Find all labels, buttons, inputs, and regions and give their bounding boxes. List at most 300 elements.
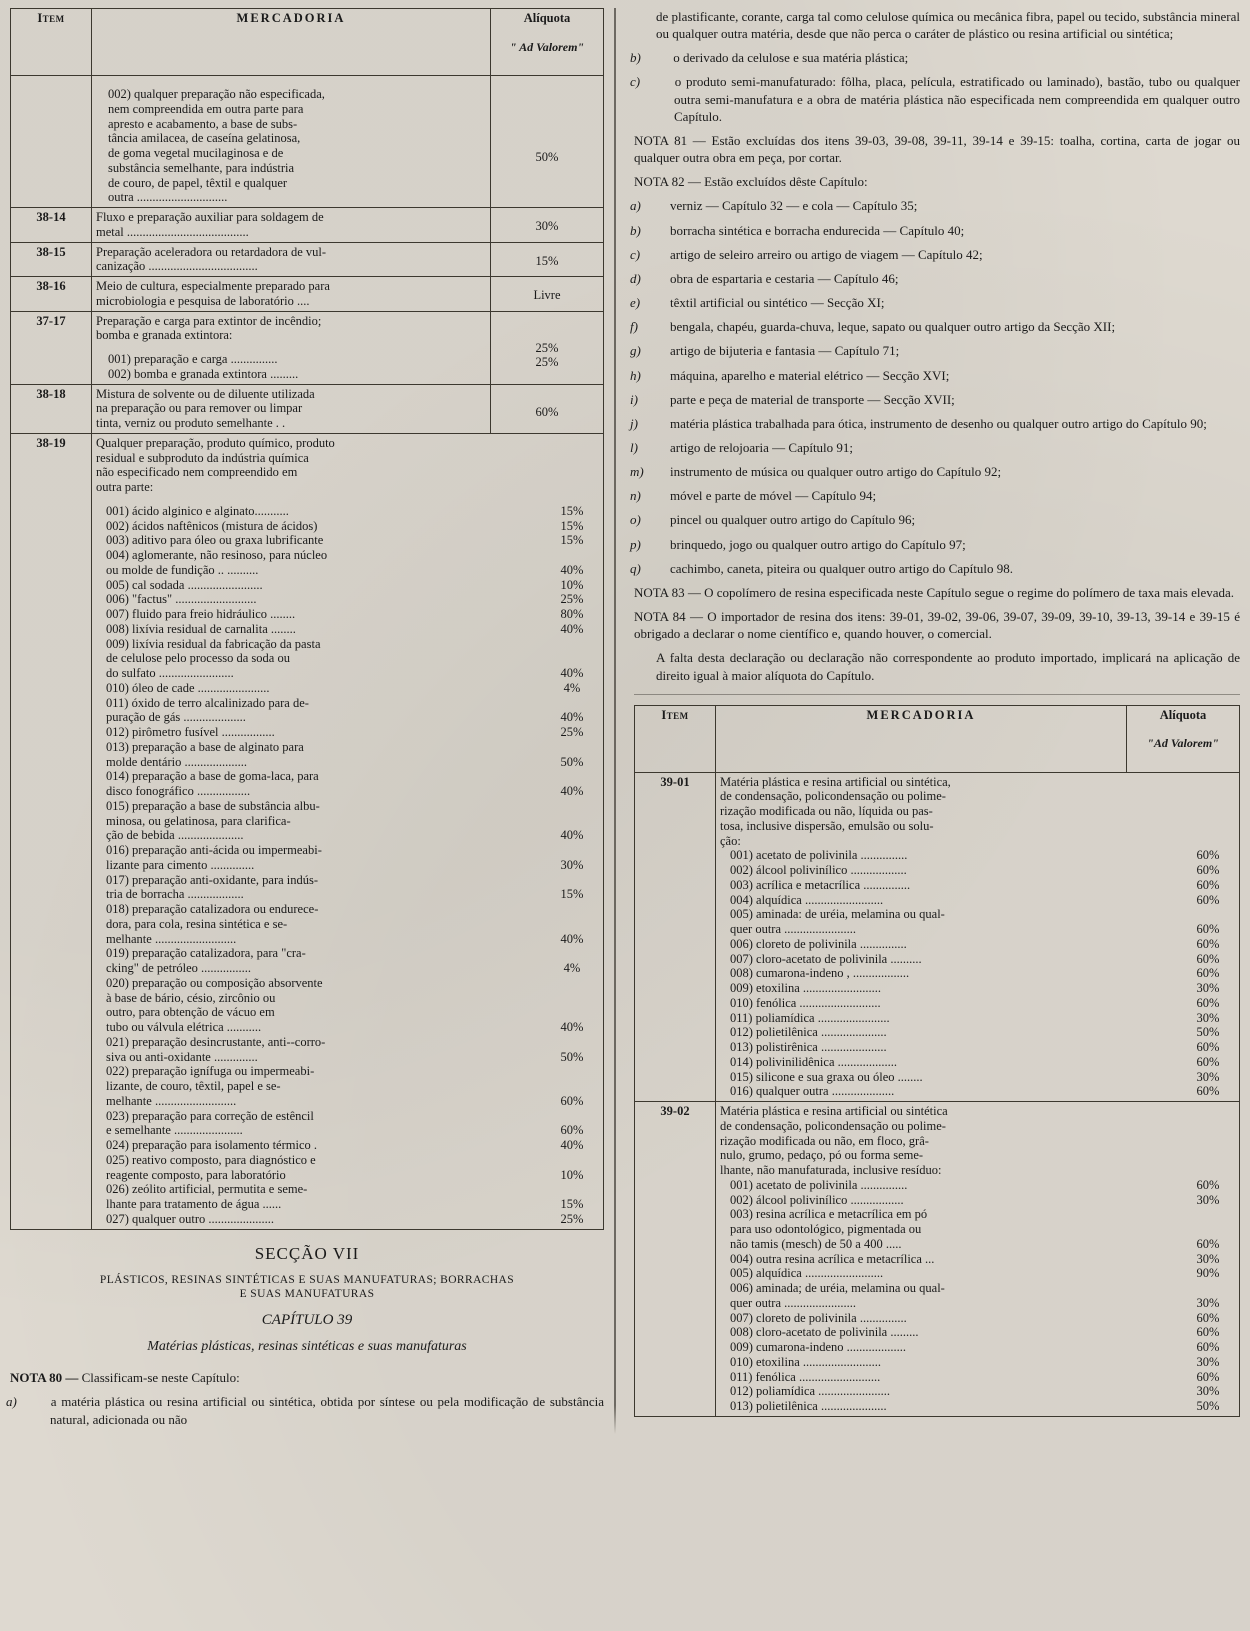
subitem-row	[96, 799, 603, 814]
subitem-text: 026) zeólito artificial, permutita e seme-	[106, 1182, 308, 1197]
subitem-aliquota	[541, 769, 603, 784]
aliquota-value: Livre	[533, 288, 561, 302]
item-marker: c)	[630, 246, 641, 262]
subitem-text: 006) cloreto de polivinila ...............	[730, 936, 907, 951]
subitem-row	[720, 1399, 1239, 1414]
subitem-row	[720, 937, 1239, 952]
nota-80-paragraph	[10, 1369, 604, 1387]
item-marker: j)	[630, 415, 638, 431]
table-row	[635, 772, 1240, 1102]
item-text: máquina, aparelho e material elétrico — Secção XVI;	[670, 367, 950, 383]
subitem-text: do sulfato ........................	[106, 666, 234, 680]
item-text: artigo de seleiro arreiro ou artigo de viagem — Capítulo 42;	[670, 246, 983, 262]
subitem-text: 008) lixívia residual de carnalita ........	[106, 621, 296, 636]
subitem-aliquota: 15%	[560, 518, 584, 533]
item-marker: g)	[630, 343, 641, 359]
section-heading-block	[10, 1244, 604, 1355]
subitem-row	[720, 1084, 1239, 1099]
subitem-aliquota: 60%	[1196, 1325, 1220, 1340]
line: residual e subproduto da indústria química	[96, 450, 309, 465]
item-marker: h)	[630, 367, 641, 383]
subitem-aliquota: 60%	[1196, 951, 1220, 966]
subitem-aliquota	[1177, 1207, 1239, 1222]
row-item: 39-01	[635, 772, 716, 1102]
subitem-row	[720, 1370, 1239, 1385]
aliquota-value: 50%	[535, 150, 559, 164]
subitem-row	[96, 519, 603, 534]
subitem-row	[96, 1138, 603, 1153]
subitem-aliquota: 25%	[560, 592, 584, 607]
subitem-row	[720, 1355, 1239, 1370]
subitem-text: ção de bebida .....................	[106, 828, 244, 843]
subitem-row	[720, 878, 1239, 893]
subitem-aliquota: 60%	[1196, 1177, 1220, 1192]
subitem-aliquota	[541, 1064, 603, 1079]
subitem-aliquota: 60%	[560, 1093, 584, 1108]
subitem-aliquota: 15%	[560, 533, 584, 548]
subitem-aliquota	[541, 1035, 603, 1050]
row-item: 38-19	[11, 433, 92, 1229]
row-aliquota	[491, 311, 604, 384]
subitem-text: 009) lixívia residual da fabricação da pasta	[106, 636, 321, 651]
item-marker: b)	[630, 50, 641, 66]
row-aliquota	[491, 242, 604, 277]
subitem-aliquota: 40%	[560, 666, 584, 680]
subitem-text: 008) cumarona-indeno , ..................	[730, 966, 910, 981]
subitem-row	[720, 981, 1239, 996]
subitem-text: 004) outra resina acrílica e metacrílica ...	[730, 1251, 935, 1266]
table-row	[11, 242, 604, 277]
subitem-aliquota: 60%	[1196, 892, 1220, 907]
subitem-row	[96, 1035, 603, 1050]
subitem-text: 011) fenólica ..........................	[730, 1369, 881, 1384]
subitem-row	[720, 1340, 1239, 1355]
subitem-text: 004) aglomerante, não resinoso, para núcleo	[106, 548, 328, 562]
subitem-aliquota: 60%	[1196, 1054, 1220, 1069]
subitem-text: 007) fluido para freio hidráulico ........	[106, 607, 296, 621]
section-subtitle-1: PLÁSTICOS, RESINAS SINTÉTICAS E SUAS MANUFATURAS; BORRACHAS	[99, 1273, 515, 1286]
subitem-text: 020) preparação ou composição absorvente	[106, 975, 323, 990]
nota-82-item	[630, 318, 1240, 335]
subitem-aliquota: 60%	[1196, 848, 1220, 863]
subitem-aliquota: 10%	[560, 1167, 584, 1182]
subitem-row	[96, 887, 603, 902]
subitem-aliquota	[541, 976, 603, 991]
subitem-aliquota	[1177, 1281, 1239, 1296]
item-text: obra de espartaria e cestaria — Capítulo 46;	[670, 270, 899, 286]
line: ção:	[720, 833, 741, 848]
subitem-text: 005) aminada: de uréia, melamina ou qual-	[730, 907, 945, 922]
subitem-aliquota: 4%	[563, 680, 581, 695]
line: de couro, de papel, têxtil e qualquer	[108, 175, 288, 190]
nota-82-item	[630, 342, 1240, 359]
nota-80-item-a	[6, 1393, 605, 1428]
subitem-aliquota: 60%	[1196, 1369, 1220, 1384]
subitem-row	[96, 1168, 603, 1183]
subitem-text: molde dentário ....................	[106, 754, 247, 769]
subitem-aliquota: 60%	[1196, 995, 1220, 1010]
subitem-text: 024) preparação para isolamento térmico .	[106, 1138, 318, 1152]
subitem-aliquota: 15%	[560, 887, 584, 902]
nota-82-item	[630, 415, 1240, 432]
subitem-text: tubo ou válvula elétrica ...........	[106, 1020, 262, 1034]
nota-82-item	[630, 246, 1240, 263]
nota-84-text: O importador de resina dos itens: 39-01, 39-02, 39-06, 39-07, 39-09, 39-10, 39-13, 39-14 e 39-15 é obrigado a declarar o nome científico e, quando houver, o comercial.	[634, 609, 1241, 642]
nota-82-item	[630, 391, 1240, 408]
nota-82-item	[630, 439, 1240, 456]
line: Matéria plástica e resina artificial ou sintética,	[720, 774, 951, 789]
subitem: 001) preparação e carga ...............	[108, 352, 278, 366]
subitem-row	[720, 1252, 1239, 1267]
header-mercadoria: MERCADORIA	[716, 705, 1127, 772]
subitem-text: quer outra .......................	[730, 922, 857, 937]
aliquota-value: 25%	[535, 355, 559, 370]
line: microbiologia e pesquisa de laboratório ....	[96, 293, 310, 308]
subitem-text: 009) etoxilina .........................	[730, 981, 882, 996]
subitem-aliquota: 60%	[1196, 1084, 1220, 1099]
nota-82-list	[630, 197, 1240, 577]
subitem-text: 011) óxido de terro alcalinizado para de-	[106, 695, 309, 710]
nota-82-item	[630, 222, 1240, 239]
subitem-row	[96, 769, 603, 784]
line: rização modificada ou não, líquida ou pas-	[720, 804, 933, 819]
row-mercadoria	[92, 242, 491, 277]
subitem-aliquota	[1177, 1222, 1239, 1237]
nota-80-text: Classificam-se neste Capítulo:	[81, 1369, 240, 1385]
line: outra .............................	[108, 190, 228, 205]
subitem-aliquota	[541, 799, 603, 814]
nota-81-tag: NOTA 81 —	[634, 132, 706, 148]
subitem-text: 015) silicone e sua graxa ou óleo ........	[730, 1069, 923, 1084]
chapter-title: CAPÍTULO 39	[261, 1311, 353, 1328]
subitem-aliquota	[1177, 907, 1239, 922]
subitem-text: 006) aminada; de uréia, melamina ou qual-	[730, 1281, 945, 1296]
item-text: artigo de relojoaria — Capítulo 91;	[670, 439, 854, 455]
item-marker: m)	[630, 464, 644, 480]
subitem-text: 013) polietilênica .....................	[730, 1399, 887, 1414]
subitem-aliquota	[541, 991, 603, 1006]
line: nem compreendida em outra parte para	[108, 101, 304, 116]
line: substância semelhante, para indústria	[108, 160, 295, 175]
line: nulo, grumo, pedaço, pó ou forma seme-	[720, 1148, 924, 1163]
nota-84	[634, 608, 1240, 642]
subitem-text: melhante ..........................	[106, 931, 237, 946]
subitem-row	[720, 1281, 1239, 1296]
item-text: parte e peça de material de transporte — Secção XVII;	[670, 391, 955, 407]
nota-80-block	[6, 1369, 605, 1429]
subitem-text: 002) ácidos naftênicos (mistura de ácidos)	[106, 518, 318, 533]
subitem-row	[96, 917, 603, 932]
nota-82-text: Estão excluídos dêste Capítulo:	[704, 174, 868, 190]
subitem-text: 012) poliamídica .......................	[730, 1384, 891, 1399]
subitem-row	[720, 1222, 1239, 1237]
subitem-row	[720, 1384, 1239, 1399]
subitem-text: 014) preparação a base de goma-laca, para	[106, 769, 319, 784]
line: Qualquer preparação, produto químico, produto	[96, 435, 335, 450]
subitem-aliquota: 15%	[560, 503, 584, 518]
item-marker: n)	[630, 488, 641, 504]
subitem-text: lhante para tratamento de água ......	[106, 1197, 282, 1211]
subitem-text: 010) etoxilina .........................	[730, 1354, 882, 1369]
continuation-paragraph: de plastificante, corante, carga tal como celulose química ou mecânica fibra, papel ou tecido, substância mineral ou qualquer outra matéria, desde que não perca o caráter de plástico ou resina artificial ou sintética;	[656, 9, 1240, 42]
subitem-row	[96, 873, 603, 888]
subitem-text: 005) alquídica .........................	[730, 1266, 884, 1281]
subitem-aliquota	[541, 946, 603, 961]
subitem-text: 025) reativo composto, para diagnóstico e	[106, 1152, 316, 1167]
subitem-row	[720, 907, 1239, 922]
subitem-text: 009) cumarona-indeno ...................	[730, 1340, 907, 1355]
subitem-row	[96, 563, 603, 578]
line: rização modificada ou não, em floco, grâ-	[720, 1133, 929, 1148]
subitem-text: outro, para obtenção de vácuo em	[106, 1005, 275, 1020]
row-aliquota	[491, 76, 604, 208]
subitem-aliquota: 40%	[560, 828, 584, 843]
row-item: 38-16	[11, 277, 92, 312]
subitem-row	[96, 1212, 603, 1227]
subitem-aliquota: 30%	[560, 857, 584, 872]
subitem-text: e semelhante ......................	[106, 1123, 243, 1138]
row-aliquota	[491, 384, 604, 433]
subitem-text: 014) polivinilidênica ...................	[730, 1054, 897, 1069]
subitem-row	[96, 946, 603, 961]
subitem-row	[96, 814, 603, 829]
row-item: 38-18	[11, 384, 92, 433]
subitem-aliquota: 60%	[1196, 1340, 1220, 1355]
subitem-row	[720, 1040, 1239, 1055]
subitem-row	[96, 932, 603, 947]
subitem-text: 011) poliamídica .......................	[730, 1010, 890, 1025]
nota-83-text: O copolímero de resina especificada neste Capítulo segue o regime do polímero de taxa mais elevada.	[704, 584, 1235, 600]
item-text: matéria plástica trabalhada para ótica, instrumento de desenho ou qualquer outro artigo do Capítulo 90;	[670, 415, 1207, 431]
header-aliquota	[1127, 705, 1240, 772]
subitem-text: 016) preparação anti-ácida ou impermeabi-	[106, 843, 322, 857]
aliquota-value: 15%	[535, 253, 559, 268]
nota-82	[634, 173, 1240, 190]
subitem-text: 003) acrílica e metacrílica ...............	[730, 877, 911, 892]
subitem-text: disco fonográfico .................	[106, 784, 251, 798]
header-aliquota-line1: Alíquota	[1159, 707, 1207, 722]
subitem-text: 012) polietilênica .....................	[730, 1025, 887, 1040]
row-item	[11, 76, 92, 208]
subitem-text: 023) preparação para correção de estêncil	[106, 1108, 314, 1123]
item-marker: a)	[630, 198, 641, 214]
subitem-aliquota: 60%	[1196, 922, 1220, 937]
subitem-row	[720, 952, 1239, 967]
subitem-text: 001) acetato de polivinila ...............	[730, 1177, 908, 1192]
subitem-row	[96, 622, 603, 637]
subitem-aliquota: 50%	[1196, 1025, 1220, 1040]
subitem-aliquota: 60%	[1196, 936, 1220, 951]
item-marker: a)	[6, 1394, 17, 1410]
subitem-row	[720, 996, 1239, 1011]
item-text: bengala, chapéu, guarda-chuva, leque, sapato ou qualquer outro artigo da Secção XII;	[670, 319, 1116, 335]
subitem-aliquota: 50%	[1196, 1399, 1220, 1414]
subitem-row	[96, 1079, 603, 1094]
line: outra parte:	[96, 480, 154, 494]
tariff-table-right	[634, 705, 1240, 1417]
subitem-aliquota: 40%	[560, 710, 584, 725]
table-header-row	[635, 705, 1240, 772]
nota-82-item	[630, 367, 1240, 384]
subitem-aliquota	[541, 814, 603, 829]
item-text: verniz — Capítulo 32 — e cola — Capítulo 35;	[670, 198, 918, 214]
subitem-list	[96, 504, 603, 1227]
item-marker: c)	[630, 74, 641, 90]
line: bomba e granada extintora:	[96, 328, 233, 343]
subitem-row	[96, 843, 603, 858]
subitem-row	[720, 1055, 1239, 1070]
subitem-row	[720, 863, 1239, 878]
subitem-row	[96, 755, 603, 770]
nota-82-item	[630, 294, 1240, 311]
subitem-aliquota	[541, 696, 603, 711]
header-aliquota	[491, 9, 604, 76]
nota-82-item	[630, 487, 1240, 504]
subitem-row	[96, 533, 603, 548]
two-column-layout	[6, 8, 1241, 1434]
subitem-aliquota: 60%	[1196, 877, 1220, 892]
item-marker: d)	[630, 270, 641, 286]
row-aliquota	[491, 277, 604, 312]
rule-divider	[634, 694, 1240, 695]
subitem-text: ou molde de fundição .. ..........	[106, 562, 259, 577]
subitem-aliquota: 30%	[1196, 1384, 1220, 1399]
aliquota-value: 60%	[535, 404, 559, 419]
item-text: têxtil artificial ou sintético — Secção XI;	[670, 295, 885, 311]
subitem-row	[96, 961, 603, 976]
section-title: SECÇÃO VII	[254, 1243, 360, 1263]
subitem-row	[96, 1005, 603, 1020]
row-mercadoria	[716, 772, 1240, 1102]
line: Preparação aceleradora ou retardadora de vul-	[96, 244, 327, 259]
row-mercadoria	[92, 76, 491, 208]
table-header-row	[11, 9, 604, 76]
subitem-aliquota: 60%	[1196, 863, 1220, 878]
subitem-row	[96, 1182, 603, 1197]
subitem-text: 013) polistirênica .....................	[730, 1040, 887, 1055]
subitem-row	[720, 1311, 1239, 1326]
header-mercadoria: MERCADORIA	[92, 9, 491, 76]
subitem-text: melhante ..........................	[106, 1093, 237, 1108]
subitem-aliquota: 40%	[560, 1020, 584, 1034]
item-text: artigo de bijuteria e fantasia — Capítulo 71;	[670, 343, 900, 359]
subitem-row	[96, 976, 603, 991]
right-table-wrapper	[634, 705, 1240, 1417]
item-text: móvel e parte de móvel — Capítulo 94;	[670, 488, 877, 504]
subitem-row	[96, 725, 603, 740]
item-text: a matéria plástica ou resina artificial ou sintética, obtida por síntese ou pela modificação de substância natural, adicionada ou não	[50, 1394, 605, 1427]
subitem-text: reagente composto, para laboratório	[106, 1167, 286, 1182]
subitem-row	[96, 1153, 603, 1168]
item-text: borracha sintética e borracha endurecida — Capítulo 40;	[670, 222, 965, 238]
subitem-aliquota: 60%	[560, 1123, 584, 1138]
subitem-aliquota	[541, 740, 603, 755]
subitem-text: minosa, ou gelatinosa, para clarifica-	[106, 813, 291, 828]
nota-83-tag: NOTA 83 —	[634, 584, 701, 600]
subitem-aliquota: 50%	[560, 754, 584, 769]
subitem-row	[96, 1050, 603, 1065]
subitem-row	[96, 828, 603, 843]
subitem-text: 021) preparação desincrustante, anti--corro-	[106, 1034, 326, 1049]
item-marker: l)	[630, 439, 638, 455]
subitem-text: 017) preparação anti-oxidante, para indús-	[106, 872, 319, 887]
subitem-row	[96, 696, 603, 711]
line: de condensação, policondensação ou polime-	[720, 1118, 946, 1133]
line: não especificado nem compreendido em	[96, 465, 298, 480]
row-mercadoria	[92, 208, 491, 243]
subitem-row	[96, 1064, 603, 1079]
line: tância amilacea, de caseína gelatinosa,	[108, 131, 301, 146]
subitem-text: tria de borracha ..................	[106, 887, 244, 902]
subitem-aliquota: 15%	[560, 1197, 584, 1211]
line: na preparação ou para remover ou limpar	[96, 401, 303, 416]
line: Meio de cultura, especialmente preparado para	[96, 279, 330, 293]
aliquota-value: 25%	[535, 340, 559, 355]
subitem-text: 006) "factus" ..........................	[106, 592, 257, 607]
subitem-row	[720, 1296, 1239, 1311]
item-b	[630, 49, 1240, 66]
subitem-row	[96, 1020, 603, 1035]
subitem-aliquota: 40%	[560, 784, 584, 798]
subitem-aliquota	[541, 1109, 603, 1124]
subitem-aliquota: 60%	[1196, 1040, 1220, 1055]
subitem-row	[720, 1266, 1239, 1281]
subitem-row	[720, 922, 1239, 937]
subitem-aliquota: 60%	[1196, 1310, 1220, 1325]
subitem-row	[720, 1325, 1239, 1340]
subitem-text: para uso odontológico, pigmentada ou	[730, 1222, 922, 1237]
subitem-text: à base de bário, césio, zircônio ou	[106, 990, 276, 1005]
table-row	[11, 311, 604, 384]
subitem-aliquota: 30%	[1196, 1354, 1220, 1369]
subitem-aliquota	[541, 548, 603, 563]
subitem-aliquota: 40%	[560, 562, 584, 577]
subitem-row	[96, 578, 603, 593]
right-column	[620, 8, 1240, 1417]
subitem-row	[96, 784, 603, 799]
nota-82-item	[630, 463, 1240, 480]
subitem-aliquota	[541, 1005, 603, 1020]
nota-82-item	[630, 536, 1240, 553]
subitem-text: 003) aditivo para óleo ou graxa lubrificante	[106, 533, 324, 548]
row-mercadoria	[92, 277, 491, 312]
item-text: cachimbo, caneta, piteira ou qualquer outro artigo do Capítulo 98.	[670, 560, 1013, 576]
aliquota-value: 30%	[535, 219, 559, 233]
subitem-aliquota	[541, 1079, 603, 1094]
nota-83	[634, 584, 1240, 601]
line: tosa, inclusive dispersão, emulsão ou solu-	[720, 818, 934, 833]
subitem-text: 002) álcool polivinílico .................	[730, 1192, 904, 1207]
subitem-text: 010) fenólica ..........................	[730, 995, 881, 1010]
line: metal .......................................	[96, 224, 249, 239]
subitem-aliquota: 30%	[1196, 1192, 1220, 1207]
line: Preparação e carga para extintor de incêndio;	[96, 313, 322, 328]
subitem-row	[96, 504, 603, 519]
subitem-text: siva ou anti-oxidante ..............	[106, 1049, 258, 1064]
subitem-text: 018) preparação catalizadora ou endurece-	[106, 902, 319, 916]
line: de condensação, policondensação ou polime-	[720, 789, 946, 804]
nota-81-text: Estão excluídas dos itens 39-03, 39-08, 39-11, 39-14 e 39-15: toalha, cortina, carta de jogar ou qualquer outra obra em peça, por cortar.	[634, 132, 1240, 166]
subitem: 002) bomba e granada extintora .........	[108, 366, 299, 381]
subitem-aliquota: 25%	[560, 1211, 584, 1226]
subitem-row	[96, 902, 603, 917]
item-marker: i)	[630, 391, 638, 407]
header-item: Item	[11, 9, 92, 76]
subitem-text: 007) cloreto de polivinila ...............	[730, 1310, 907, 1325]
subitem-text: 016) qualquer outra ....................	[730, 1084, 895, 1099]
header-aliquota-line2: "Ad Valorem"	[1147, 736, 1219, 751]
subitem-aliquota: 4%	[563, 961, 581, 975]
